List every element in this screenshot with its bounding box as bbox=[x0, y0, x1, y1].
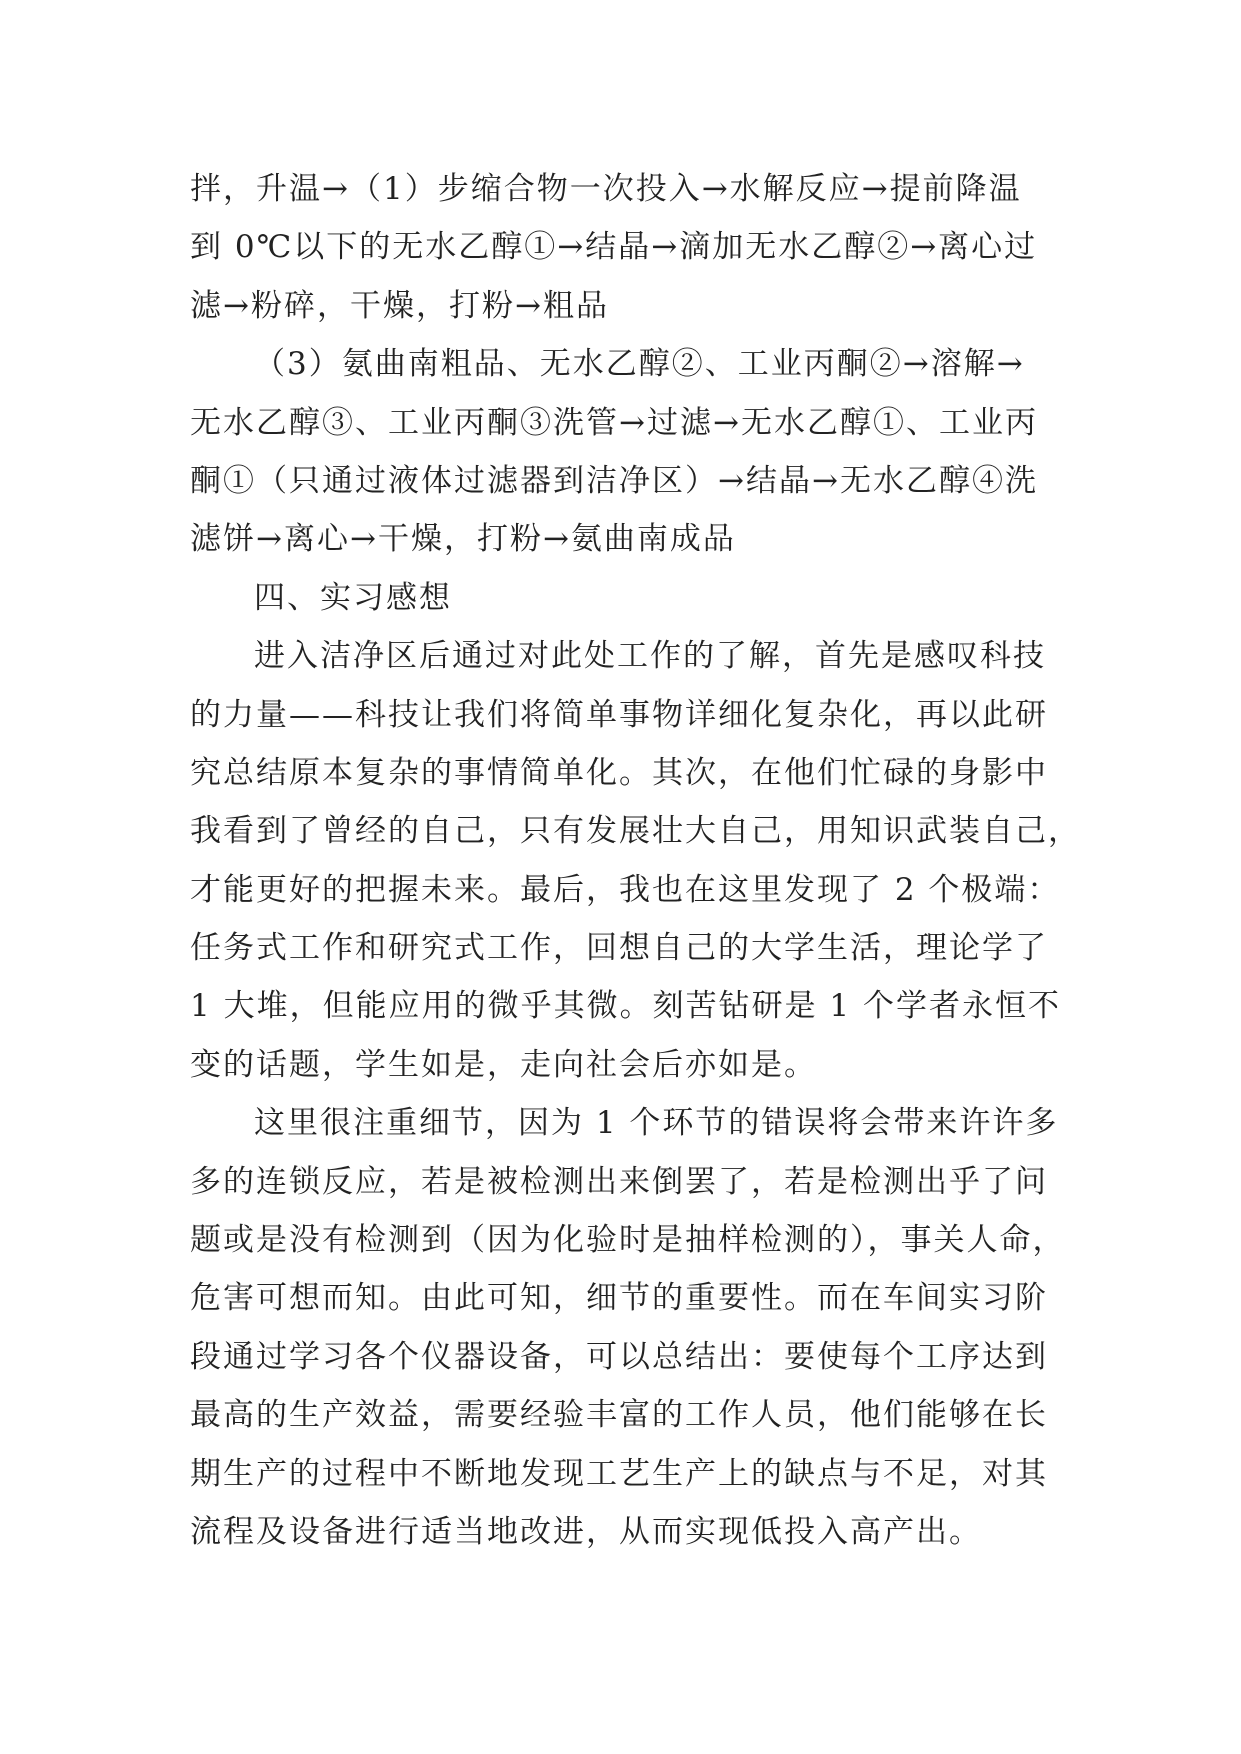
text-line: 多的连锁反应，若是被检测出来倒罢了，若是检测出乎了问 bbox=[190, 1163, 1048, 1200]
section-heading: 四、实习感想 bbox=[254, 579, 452, 616]
text-line-paragraph-start: 这里很注重细节，因为 1 个环节的错误将会带来许许多 bbox=[254, 1105, 1059, 1142]
text-line: 酮①（只通过液体过滤器到洁净区）→结晶→无水乙醇④洗 bbox=[190, 462, 1038, 499]
text-line: 题或是没有检测到（因为化验时是抽样检测的），事关人命， bbox=[190, 1222, 1066, 1259]
text-line: 变的话题，学生如是，走向社会后亦如是。 bbox=[190, 1046, 817, 1083]
text-line: 滤→粉碎，干燥，打粉→粗品 bbox=[190, 287, 609, 324]
text-line-paragraph-start: 进入洁净区后通过对此处工作的了解，首先是感叹科技 bbox=[254, 638, 1046, 675]
text-line: 期生产的过程中不断地发现工艺生产上的缺点与不足，对其 bbox=[190, 1455, 1048, 1492]
text-line-step-3: （3）氨曲南粗品、无水乙醇②、工业丙酮②→溶解→ bbox=[254, 346, 1025, 383]
text-line: 的力量——科技让我们将简单事物详细化复杂化，再以此研 bbox=[190, 696, 1048, 733]
text-line: 任务式工作和研究式工作，回想自己的大学生活，理论学了 bbox=[190, 930, 1048, 967]
text-line: 1 大堆，但能应用的微乎其微。刻苦钻研是 1 个学者永恒不 bbox=[190, 988, 1062, 1025]
text-line: 才能更好的把握未来。最后，我也在这里发现了 2 个极端： bbox=[190, 871, 1061, 908]
body-text bbox=[190, 160, 1081, 1561]
text-line: 我看到了曾经的自己，只有发展壮大自己，用知识武装自己， bbox=[190, 813, 1081, 850]
text-line: 到 0℃以下的无水乙醇①→结晶→滴加无水乙醇②→离心过 bbox=[190, 229, 1038, 266]
text-line: 无水乙醇③、工业丙酮③洗管→过滤→无水乙醇①、工业丙 bbox=[190, 404, 1038, 441]
text-line: 危害可想而知。由此可知，细节的重要性。而在车间实习阶 bbox=[190, 1280, 1048, 1317]
text-line: 究总结原本复杂的事情简单化。其次，在他们忙碌的身影中 bbox=[190, 754, 1048, 791]
text-line: 拌，升温→（1）步缩合物一次投入→水解反应→提前降温 bbox=[190, 171, 1022, 207]
text-line: 滤饼→离心→干燥，打粉→氨曲南成品 bbox=[190, 521, 736, 558]
text-line: 段通过学习各个仪器设备，可以总结出：要使每个工序达到 bbox=[190, 1338, 1048, 1375]
text-line: 最高的生产效益，需要经验丰富的工作人员，他们能够在长 bbox=[190, 1397, 1048, 1434]
text-line: 流程及设备进行适当地改进，从而实现低投入高产出。 bbox=[190, 1513, 982, 1550]
